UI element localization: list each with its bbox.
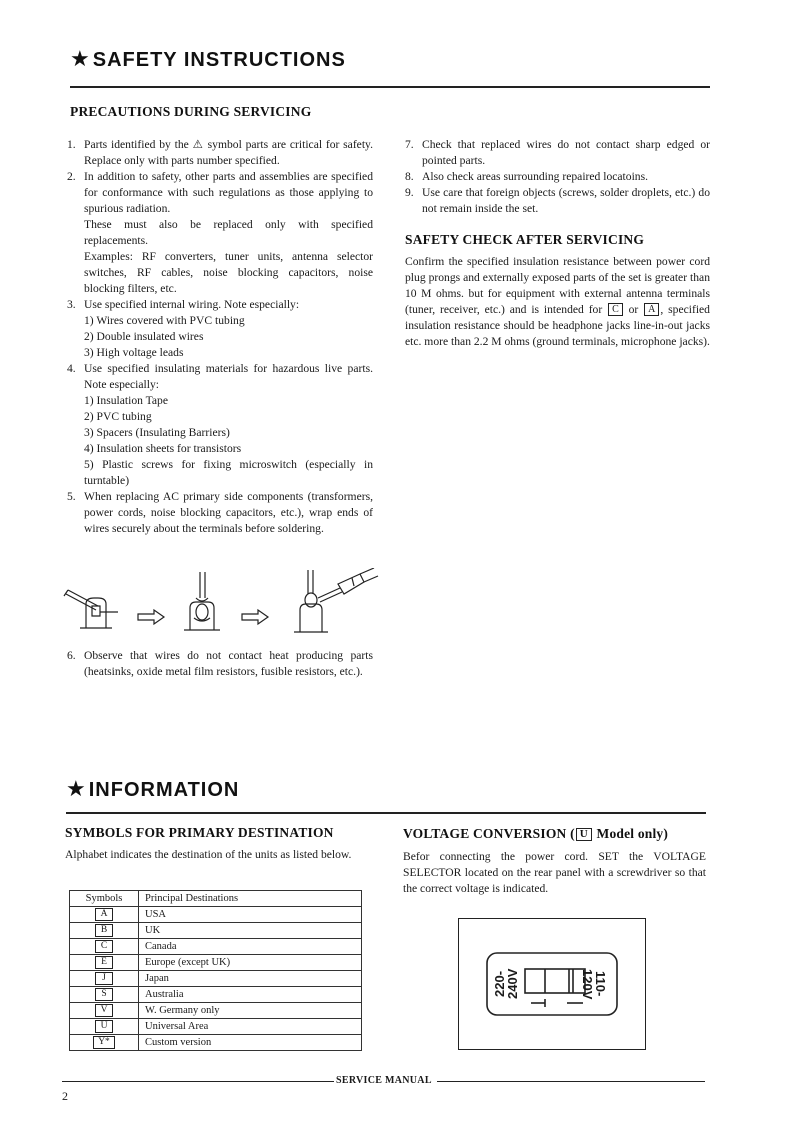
voltage-text: Befor connecting the power cord. SET the VOLTAGE SELECTOR located on the rear panel with a screwdriver so that the correct voltage is indicated. <box>403 850 706 895</box>
list-item: 5. When replacing AC primary side components (transformers, power cords, noise blocking capacitors, etc.), wrap ends of wires securely about the terminals before soldering. <box>67 490 373 535</box>
safety-check-heading: SAFETY CHECK AFTER SERVICING <box>405 232 645 247</box>
list-item: 7. Check that replaced wires do not contact sharp edged or pointed parts. <box>405 138 710 167</box>
table-row: C Canada <box>70 939 362 955</box>
destination-code: C <box>95 940 113 953</box>
page-number: 2 <box>62 1089 68 1103</box>
symbol-badge-a: A <box>644 303 659 316</box>
safety-title: ★ SAFETY INSTRUCTIONS <box>70 46 346 71</box>
footer-rule-left <box>62 1081 334 1082</box>
destination-code: B <box>95 924 113 937</box>
terminal-with-wire-icon <box>64 590 118 628</box>
item6-block <box>67 648 373 680</box>
destination-code: V <box>95 1004 113 1017</box>
footer-label: SERVICE MANUAL <box>336 1075 432 1086</box>
table-row: A USA <box>70 907 362 923</box>
information-rule <box>66 812 706 814</box>
list-item: 1. Parts identified by the ⚠ symbol parts are critical for safety. Replace only with parts number specified. <box>67 138 373 167</box>
title-rule <box>70 86 710 88</box>
table-row: Y* Custom version <box>70 1035 362 1051</box>
destination-code: S <box>95 988 113 1001</box>
star-icon: ★ <box>66 776 87 801</box>
table-row: J Japan <box>70 971 362 987</box>
table-row: V W. Germany only <box>70 1003 362 1019</box>
list-item: 4. Use specified insulating materials for hazardous live parts. Note especially: 1) Insulation Tape 2) PVC tubing 3) Spacers (Insulating Barriers) 4) Insulation sheets for transistors 5) Plastic screws for fixing microswitch (especially in turntable) <box>67 362 373 487</box>
destination-code: A <box>95 908 113 921</box>
information-title: ★ INFORMATION <box>66 776 240 801</box>
wire-wrapping-illustration <box>62 568 382 640</box>
destination-table <box>69 890 362 1051</box>
table-row: U Universal Area <box>70 1019 362 1035</box>
col-symbols: Symbols <box>70 891 139 907</box>
arrow-right-icon <box>138 610 164 624</box>
table-row: B UK <box>70 923 362 939</box>
wrapped-terminal-icon <box>184 572 220 630</box>
destination-code: U <box>95 1020 113 1033</box>
symbols-heading: SYMBOLS FOR PRIMARY DESTINATION <box>65 825 334 840</box>
destination-code: J <box>95 972 113 985</box>
symbol-badge-u: U <box>576 828 592 841</box>
star-icon: ★ <box>70 46 91 71</box>
footer-rule-right <box>437 1081 705 1082</box>
symbol-badge-c: C <box>608 303 623 316</box>
voltage-selector-diagram <box>458 918 646 1050</box>
warning-triangle-icon: ⚠ <box>192 138 204 151</box>
voltage-label-110-120: 110-120V <box>580 968 608 1000</box>
voltage-label-220-240: 220-240V <box>492 968 520 1000</box>
destination-code: E <box>95 956 113 969</box>
list-item: 2. In addition to safety, other parts and assemblies are specified for conformance with such regulations as those applying to spurious radiation. These must also be replaced only with specified replacements. Examples: RF converters, tuner units, antenna selector switches, RF cables, noise blocking capacitors, noise blocking filters, etc. <box>67 170 373 295</box>
safety-check-text: Confirm the specified insulation resistance between power cord plug prongs and externally exposed parts of the set is greater than 10 M ohms. but for equipment with external antenna terminals (tuner, receiver, etc.) and is intended for C or A , specified insulation resistance should be headphone jacks line-in-out jacks etc. more than 2.2 M ohms (ground terminals, microphone jacks). <box>405 255 710 348</box>
symbols-intro: Alphabet indicates the destination of the units as listed below. <box>65 848 352 861</box>
table-header-row <box>70 891 362 907</box>
table-row: S Australia <box>70 987 362 1003</box>
voltage-heading: VOLTAGE CONVERSION ( U Model only) <box>403 826 669 841</box>
table-row: E Europe (except UK) <box>70 955 362 971</box>
list-item: 8. Also check areas surrounding repaired locatoins. <box>405 170 648 183</box>
list-item: 9. Use care that foreign objects (screws, solder droplets, etc.) do not remain inside the set. <box>405 186 710 215</box>
precautions-right-column <box>405 137 710 217</box>
precautions-heading: PRECAUTIONS DURING SERVICING <box>70 104 312 119</box>
soldering-iron-icon <box>294 568 378 632</box>
list-item: 6. Observe that wires do not contact heat producing parts (heatsinks, oxide metal film resistors, fusible resistors, etc.). <box>67 649 373 678</box>
list-item: 3. Use specified internal wiring. Note especially: 1) Wires covered with PVC tubing 2) Double insulated wires 3) High voltage leads <box>67 298 300 359</box>
destination-code: Y* <box>93 1036 115 1049</box>
arrow-right-icon <box>242 610 268 624</box>
precautions-left-column <box>67 137 373 537</box>
col-destinations: Principal Destinations <box>139 891 362 907</box>
